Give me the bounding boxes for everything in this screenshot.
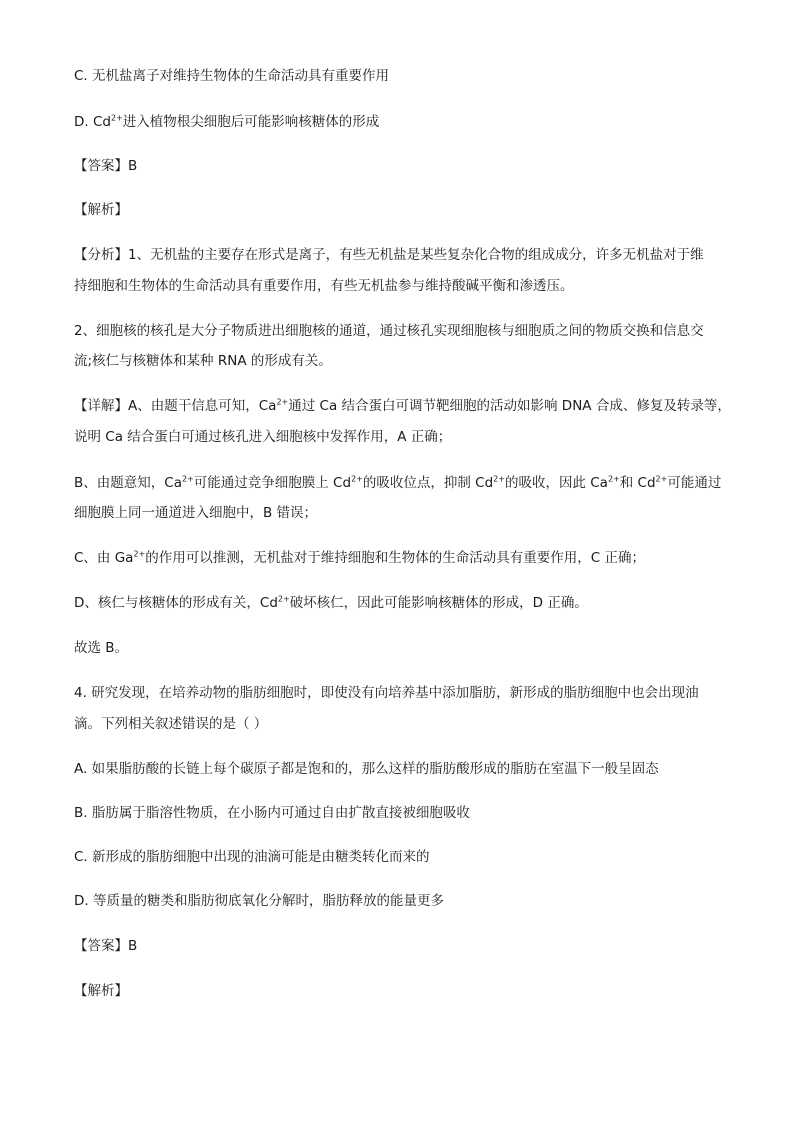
line-text: 【答案】B xyxy=(74,158,138,174)
line-text: 2、细胞核的核孔是大分子物质进出细胞核的通道，通过核孔实现细胞核与细胞质之间的物质交换和信息交 xyxy=(74,323,704,339)
analysis-heading-q4 xyxy=(74,982,128,1000)
superscript: 2+ xyxy=(110,113,123,123)
line-text: D. 等质量的糖类和脂肪彻底氧化分解时，脂肪释放的能量更多 xyxy=(74,893,444,909)
superscript: 2+ xyxy=(493,474,505,484)
option-d-q3 xyxy=(74,113,379,131)
line-segment: D、核仁与核糖体的形成有关，Cd xyxy=(74,595,278,611)
detail-a-cont xyxy=(74,428,451,446)
line-text: C. 无机盐离子对维持生物体的生命活动具有重要作用 xyxy=(74,68,390,84)
superscript: 2+ xyxy=(655,474,668,484)
line-segment: 可能通过 xyxy=(667,475,722,491)
answer-q4 xyxy=(74,937,137,955)
line-segment: 和 Cd xyxy=(619,475,656,491)
detail-b xyxy=(74,474,721,492)
option-b-q4 xyxy=(74,804,470,822)
superscript: 2+ xyxy=(276,397,289,407)
detail-a xyxy=(74,397,731,415)
line-segment: 通过 Ca 结合蛋白可调节靶细胞的活动如影响 DNA 合成、修复及转录等， xyxy=(288,398,731,414)
analysis-heading-q3 xyxy=(74,201,128,219)
line-text: 【解析】 xyxy=(74,983,128,999)
line-segment: 【详解】A、由题干信息可知，Ca xyxy=(74,398,277,414)
line-text: C. 新形成的脂肪细胞中出现的油滴可能是由糖类转化而来的 xyxy=(74,849,430,865)
line-segment: C、由 Ga xyxy=(74,550,134,566)
line-segment: 的吸收位点，抑制 Cd xyxy=(362,475,494,491)
question-4-stem xyxy=(74,684,699,702)
line-segment: 可能通过竞争细胞膜上 Cd xyxy=(193,475,352,491)
detail-b-cont xyxy=(74,504,317,522)
option-a-q4 xyxy=(74,760,659,778)
option-c-q4 xyxy=(74,848,430,866)
line-segment: 的吸收，因此 Ca xyxy=(504,475,608,491)
line-text: 说明 Ca 结合蛋白可通过核孔进入细胞核中发挥作用，A 正确； xyxy=(74,429,452,445)
line-text: 【答案】B xyxy=(74,938,138,954)
line-text: 【分析】1、无机盐的主要存在形式是离子，有些无机盐是某些复杂化合物的组成成分，许多无机盐对于维 xyxy=(74,247,704,263)
line-text: 【解析】 xyxy=(74,202,128,218)
option-d-q4 xyxy=(74,892,444,910)
line-segment: 破坏核仁，因此可能影响核糖体的形成，D 正确。 xyxy=(289,595,588,611)
superscript: 2+ xyxy=(133,549,146,559)
line-text: 持细胞和生物体的生命活动具有重要作用，有些无机盐参与维持酸碱平衡和渗透压。 xyxy=(74,278,574,294)
line-segment: D. Cd xyxy=(74,114,111,130)
line-text: 滴。下列相关叙述错误的是（ ） xyxy=(74,716,268,732)
line-text: 流;核仁与核糖体和某种 RNA 的形成有关。 xyxy=(74,353,332,369)
detail-d xyxy=(74,594,588,612)
line-segment: B、由题意知，Ca xyxy=(74,475,182,491)
superscript: 2+ xyxy=(277,594,290,604)
line-text: 4. 研究发现，在培养动物的脂肪细胞时，即使没有向培养基中添加脂肪，新形成的脂肪细胞中也会出现油 xyxy=(74,685,699,701)
option-c-q3 xyxy=(74,67,389,85)
line-text: A. 如果脂肪酸的长链上每个碳原子都是饱和的，那么这样的脂肪酸形成的脂肪在室温下一般呈固态 xyxy=(74,761,659,777)
line-segment: 进入植物根尖细胞后可能影响核糖体的形成 xyxy=(122,114,380,130)
analysis-para-2 xyxy=(74,322,704,340)
line-text: 故选 B。 xyxy=(74,640,129,656)
superscript: 2+ xyxy=(607,474,620,484)
detail-c xyxy=(74,549,645,567)
analysis-para-1-cont xyxy=(74,277,574,295)
conclusion-q3 xyxy=(74,639,128,657)
question-4-stem-cont xyxy=(74,715,267,733)
answer-q3 xyxy=(74,157,137,175)
superscript: 2+ xyxy=(181,474,194,484)
line-text: 细胞膜上同一通道进入细胞中，B 错误； xyxy=(74,505,318,521)
analysis-para-1 xyxy=(74,246,704,264)
line-text: B. 脂肪属于脂溶性物质，在小肠内可通过自由扩散直接被细胞吸收 xyxy=(74,805,470,821)
line-segment: 的作用可以推测，无机盐对于维持细胞和生物体的生命活动具有重要作用，C 正确； xyxy=(145,550,645,566)
superscript: 2+ xyxy=(351,474,363,484)
analysis-para-2-cont xyxy=(74,352,332,370)
